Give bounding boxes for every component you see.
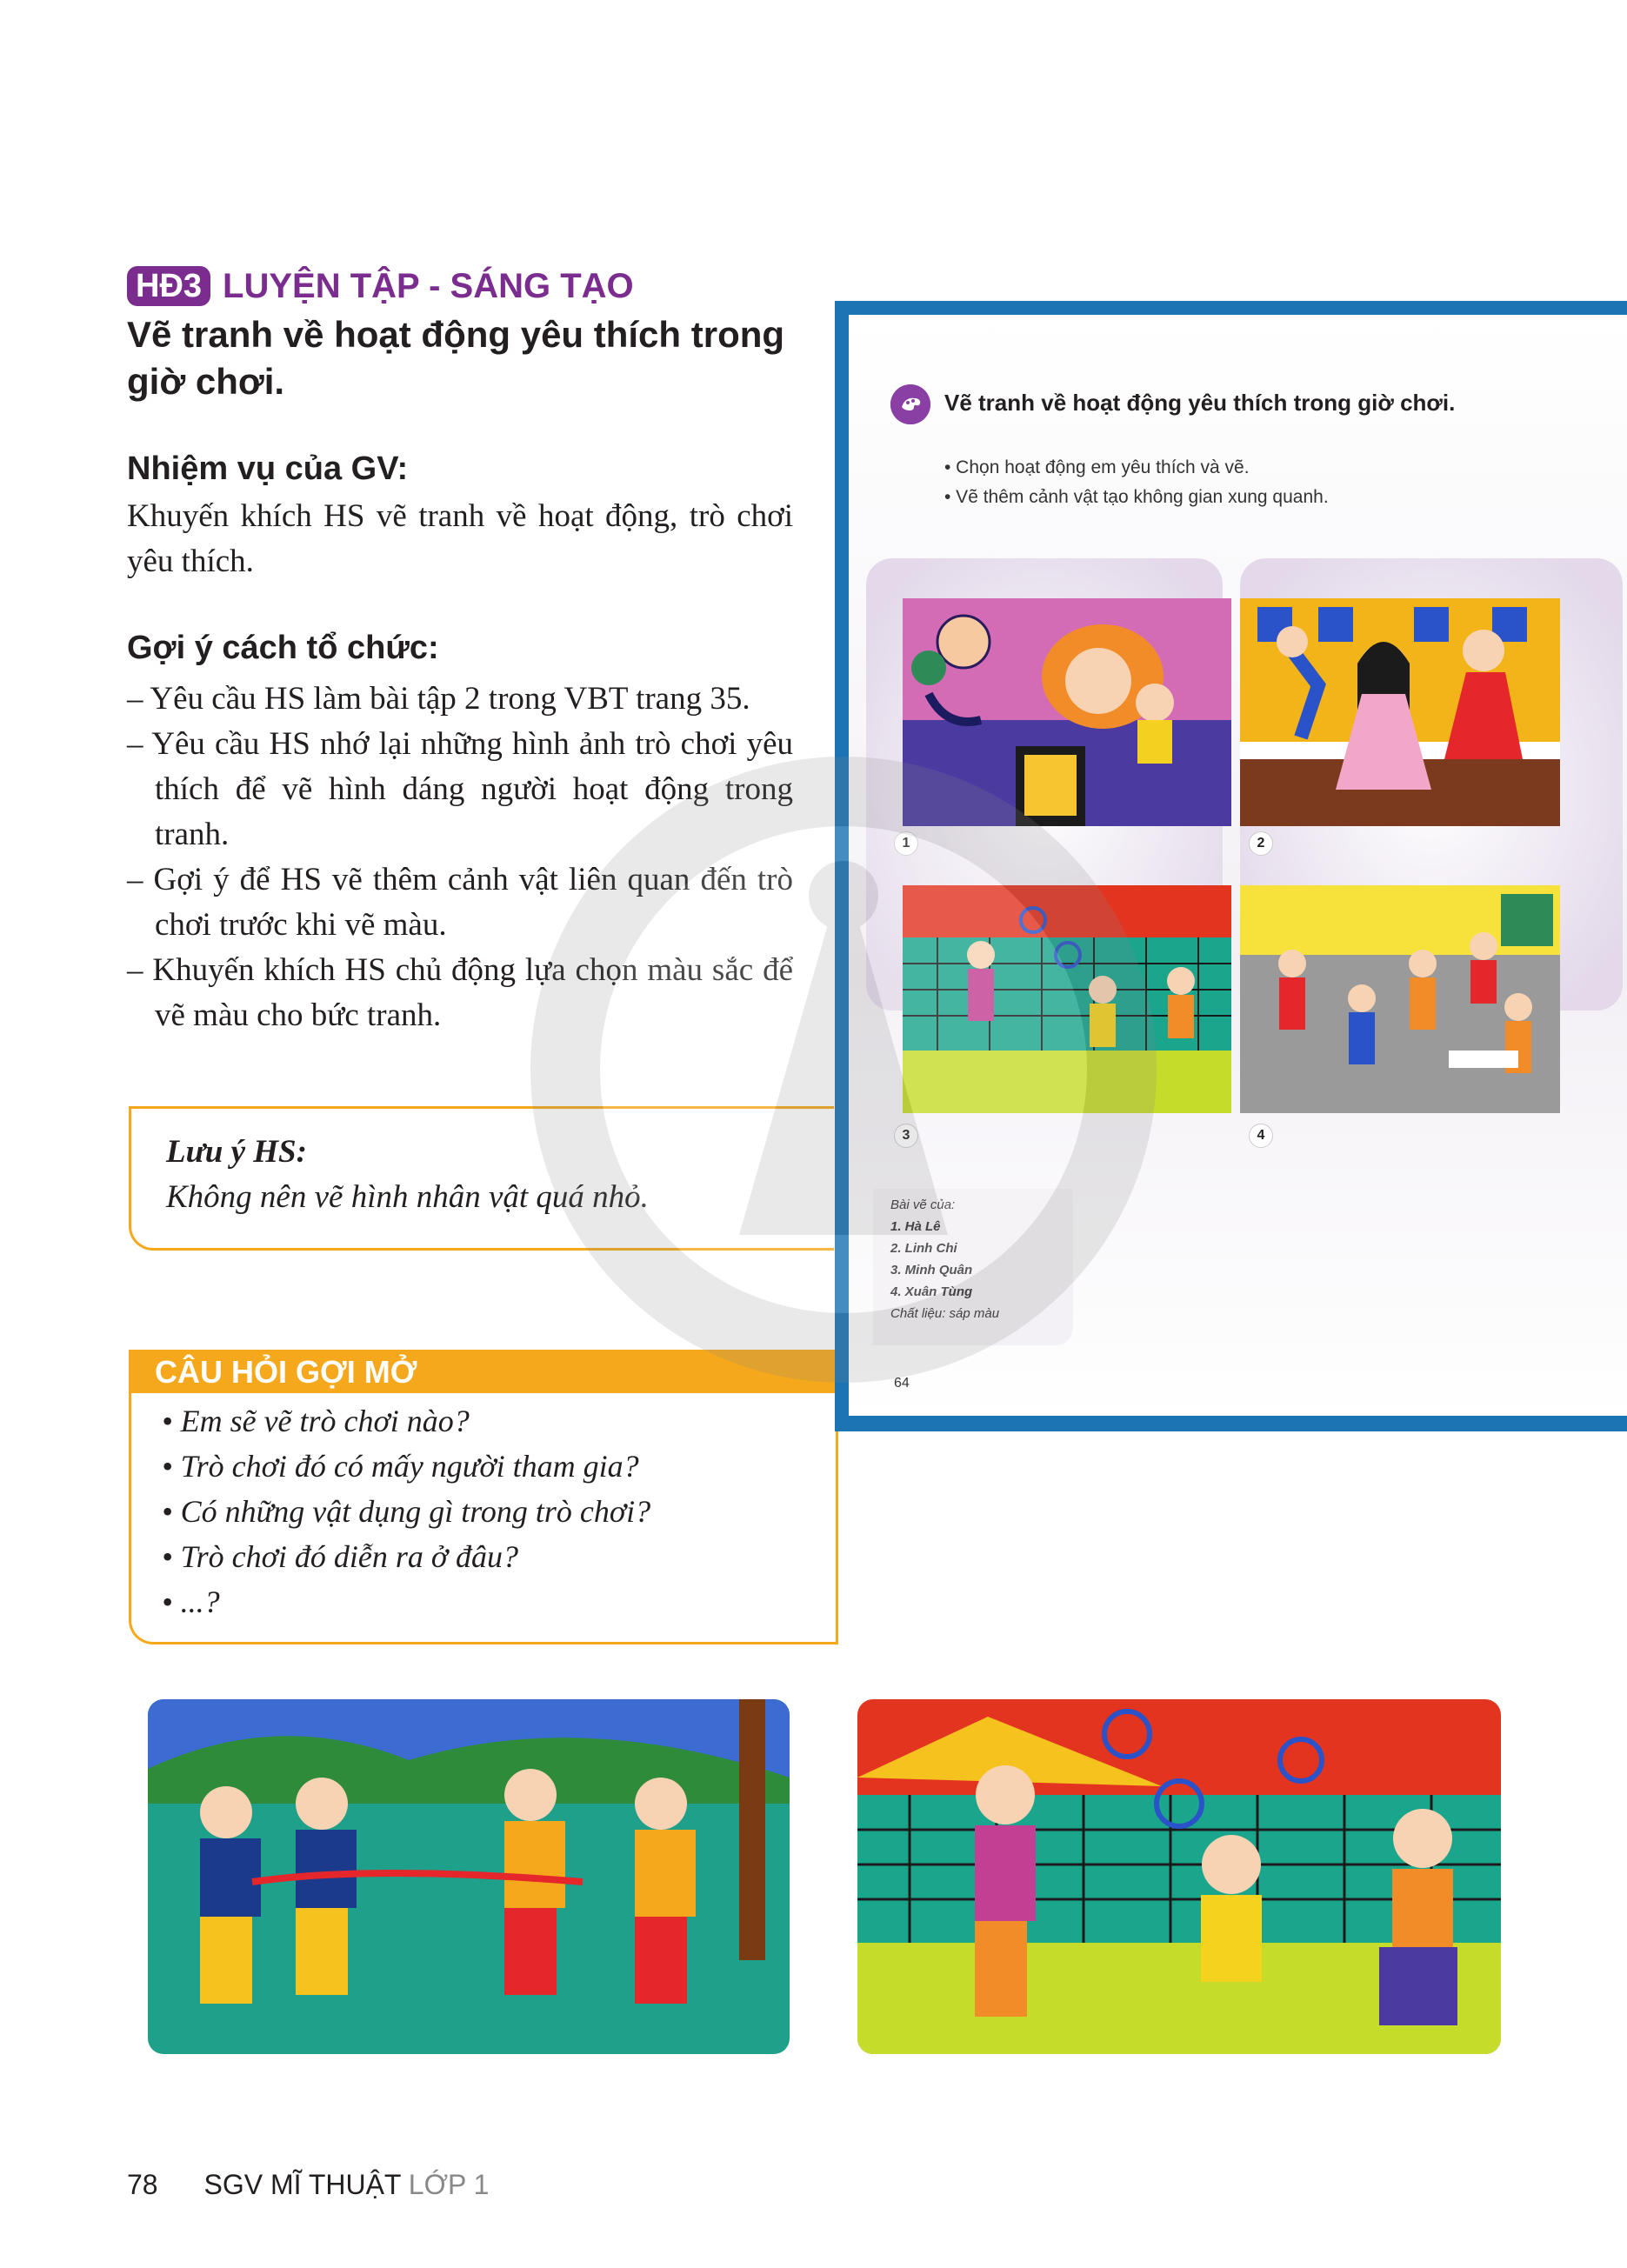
page-footer [127, 2169, 489, 2201]
question-item: • ...? [162, 1584, 220, 1619]
organize-item: – Yêu cầu HS làm bài tập 2 trong VBT trang 35. [127, 681, 750, 717]
workbook-page-image [835, 301, 1627, 1431]
drawing-number: 2 [1249, 831, 1273, 856]
task-title: Vẽ tranh về hoạt động yêu thích trong giờ chơi. [127, 314, 785, 402]
drawing-number: 1 [894, 831, 918, 856]
question-item: • Có những vật dụng gì trong trò chơi? [162, 1494, 651, 1529]
credit-line: 3. Minh Quân [890, 1263, 973, 1277]
credit-line: 1. Hà Lê [890, 1219, 941, 1234]
organize-list [127, 677, 793, 1038]
organize-item: – Yêu cầu HS nhớ lại những hình ảnh trò chơi yêu thích để vẽ hình dáng người hoạt động trong tranh. [127, 726, 793, 852]
credit-line: 4. Xuân Tùng [890, 1284, 973, 1299]
student-note-text: Không nên vẽ hình nhân vật quá nhỏ. [166, 1179, 649, 1215]
organize-item: – Gợi ý để HS vẽ thêm cảnh vật liên quan đến trò chơi trước khi vẽ màu. [127, 862, 793, 943]
page-number: 78 [127, 2169, 158, 2200]
activity-badge: HĐ3 [127, 266, 210, 306]
drawing-number: 3 [894, 1124, 918, 1148]
credits-box [873, 1189, 1073, 1345]
student-note-label: Lưu ý HS: [166, 1134, 307, 1170]
child-drawing-2 [1240, 598, 1560, 826]
book-grade: LỚP 1 [408, 2169, 490, 2200]
organize-heading: Gợi ý cách tổ chức: [127, 630, 439, 666]
workbook-page [849, 315, 1627, 1416]
teacher-task-heading: Nhiệm vụ của GV: [127, 450, 409, 487]
student-note-box [129, 1106, 834, 1251]
workbook-page-number: 64 [894, 1376, 910, 1391]
workbook-instruction: • Vẽ thêm cảnh vật tạo không gian xung quanh. [944, 487, 1329, 507]
questions-heading: CÂU HỎI GỢI MỞ [129, 1350, 838, 1393]
activity-heading [127, 266, 634, 306]
credit-line: 2. Linh Chi [890, 1241, 957, 1256]
teacher-task-text: Khuyến khích HS vẽ tranh về hoạt động, trò chơi yêu thích. [127, 498, 793, 579]
activity-title: LUYỆN TẬP - SÁNG TẠO [223, 266, 634, 305]
palette-icon [890, 384, 930, 424]
questions-list [162, 1398, 650, 1624]
badminton-drawing [857, 1699, 1501, 2054]
child-drawing-4 [1240, 885, 1560, 1113]
workbook-title: Vẽ tranh về hoạt động yêu thích trong giờ chơi. [944, 390, 1456, 416]
question-item: • Trò chơi đó có mấy người tham gia? [162, 1449, 639, 1484]
book-title: SGV MĨ THUẬT [203, 2169, 401, 2200]
credit-line: Bài vẽ của: [890, 1197, 956, 1212]
organize-item: – Khuyến khích HS chủ động lựa chọn màu sắc để vẽ màu cho bức tranh. [127, 952, 793, 1033]
tug-of-war-drawing [148, 1699, 790, 2054]
drawing-number: 4 [1249, 1124, 1273, 1148]
child-drawing-3 [903, 885, 1231, 1113]
question-item: • Em sẽ vẽ trò chơi nào? [162, 1404, 470, 1438]
child-drawing-1 [903, 598, 1231, 826]
question-item: • Trò chơi đó diễn ra ở đâu? [162, 1539, 519, 1574]
credit-line: Chất liệu: sáp màu [890, 1306, 1000, 1321]
workbook-instruction: • Chọn hoạt động em yêu thích và vẽ. [944, 457, 1250, 477]
